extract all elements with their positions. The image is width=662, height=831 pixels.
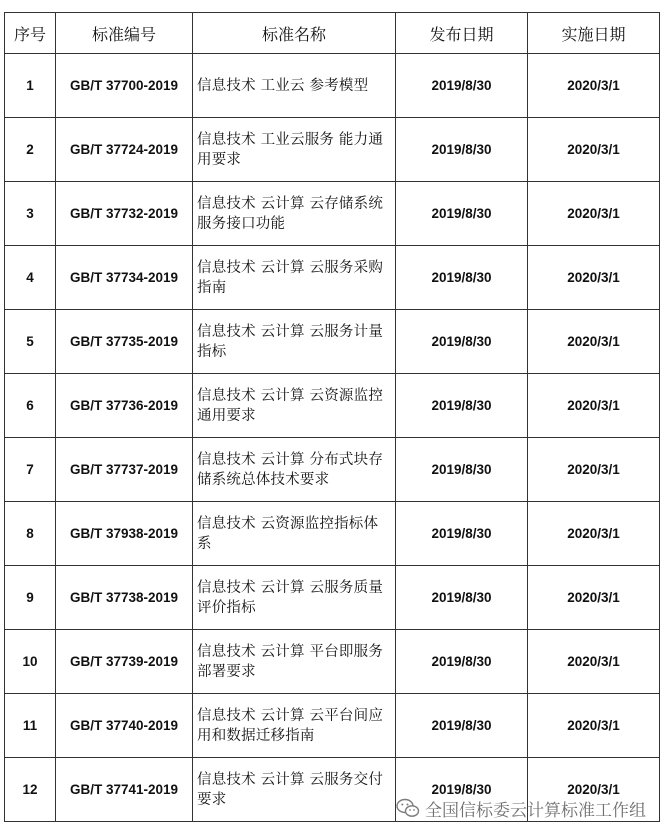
header-no: 序号	[5, 13, 56, 54]
standard-code: GB/T 37732-2019	[56, 182, 193, 246]
standard-code: GB/T 37737-2019	[56, 438, 193, 502]
publish-date: 2019/8/30	[396, 54, 528, 118]
row-number: 4	[5, 246, 56, 310]
publish-date: 2019/8/30	[396, 502, 528, 566]
table-row	[5, 758, 660, 822]
standard-code: GB/T 37738-2019	[56, 566, 193, 630]
publish-date: 2019/8/30	[396, 374, 528, 438]
table-row	[5, 118, 660, 182]
standard-name: 信息技术 工业云 参考模型	[193, 54, 396, 118]
header-publish-date: 发布日期	[396, 13, 528, 54]
table-row	[5, 310, 660, 374]
table-row	[5, 566, 660, 630]
publish-date: 2019/8/30	[396, 246, 528, 310]
table-row	[5, 246, 660, 310]
standard-code: GB/T 37735-2019	[56, 310, 193, 374]
row-number: 1	[5, 54, 56, 118]
implement-date: 2020/3/1	[528, 438, 660, 502]
implement-date: 2020/3/1	[528, 694, 660, 758]
implement-date: 2020/3/1	[528, 54, 660, 118]
standard-name: 信息技术 云计算 云平台间应用和数据迁移指南	[193, 694, 396, 758]
table-row	[5, 374, 660, 438]
row-number: 7	[5, 438, 56, 502]
row-number: 10	[5, 630, 56, 694]
publish-date: 2019/8/30	[396, 310, 528, 374]
implement-date: 2020/3/1	[528, 310, 660, 374]
implement-date: 2020/3/1	[528, 118, 660, 182]
implement-date: 2020/3/1	[528, 374, 660, 438]
header-row	[5, 13, 660, 54]
row-number: 2	[5, 118, 56, 182]
row-number: 8	[5, 502, 56, 566]
standard-name: 信息技术 云计算 分布式块存储系统总体技术要求	[193, 438, 396, 502]
standard-code: GB/T 37700-2019	[56, 54, 193, 118]
header-code: 标准编号	[56, 13, 193, 54]
standard-name: 信息技术 云计算 云服务质量评价指标	[193, 566, 396, 630]
row-number: 6	[5, 374, 56, 438]
header-implement-date: 实施日期	[528, 13, 660, 54]
standards-table	[4, 12, 660, 822]
standard-code: GB/T 37736-2019	[56, 374, 193, 438]
row-number: 12	[5, 758, 56, 822]
publish-date: 2019/8/30	[396, 438, 528, 502]
table-row	[5, 182, 660, 246]
row-number: 5	[5, 310, 56, 374]
publish-date: 2019/8/30	[396, 694, 528, 758]
standard-code: GB/T 37741-2019	[56, 758, 193, 822]
row-number: 11	[5, 694, 56, 758]
implement-date: 2020/3/1	[528, 246, 660, 310]
publish-date: 2019/8/30	[396, 182, 528, 246]
standard-name: 信息技术 云计算 云服务交付要求	[193, 758, 396, 822]
standard-name: 信息技术 云计算 云资源监控通用要求	[193, 374, 396, 438]
implement-date: 2020/3/1	[528, 182, 660, 246]
standard-name: 信息技术 云计算 云服务计量指标	[193, 310, 396, 374]
standard-name: 信息技术 云计算 平台即服务部署要求	[193, 630, 396, 694]
row-number: 9	[5, 566, 56, 630]
standard-code: GB/T 37734-2019	[56, 246, 193, 310]
implement-date: 2020/3/1	[528, 758, 660, 822]
table-row	[5, 694, 660, 758]
standards-table-container	[4, 12, 659, 822]
publish-date: 2019/8/30	[396, 566, 528, 630]
header-name: 标准名称	[193, 13, 396, 54]
publish-date: 2019/8/30	[396, 118, 528, 182]
table-body	[5, 54, 660, 822]
standard-name: 信息技术 云计算 云存储系统服务接口功能	[193, 182, 396, 246]
table-header	[5, 13, 660, 54]
implement-date: 2020/3/1	[528, 566, 660, 630]
implement-date: 2020/3/1	[528, 630, 660, 694]
table-row	[5, 54, 660, 118]
standard-code: GB/T 37724-2019	[56, 118, 193, 182]
publish-date: 2019/8/30	[396, 758, 528, 822]
implement-date: 2020/3/1	[528, 502, 660, 566]
standard-code: GB/T 37938-2019	[56, 502, 193, 566]
table-row	[5, 630, 660, 694]
standard-name: 信息技术 云计算 云服务采购指南	[193, 246, 396, 310]
watermark-text: 全国信标委云计算标准工作组	[425, 800, 646, 821]
row-number: 3	[5, 182, 56, 246]
table-row	[5, 502, 660, 566]
standard-name: 信息技术 云资源监控指标体系	[193, 502, 396, 566]
standard-code: GB/T 37740-2019	[56, 694, 193, 758]
publish-date: 2019/8/30	[396, 630, 528, 694]
standard-name: 信息技术 工业云服务 能力通用要求	[193, 118, 396, 182]
standard-code: GB/T 37739-2019	[56, 630, 193, 694]
table-row	[5, 438, 660, 502]
